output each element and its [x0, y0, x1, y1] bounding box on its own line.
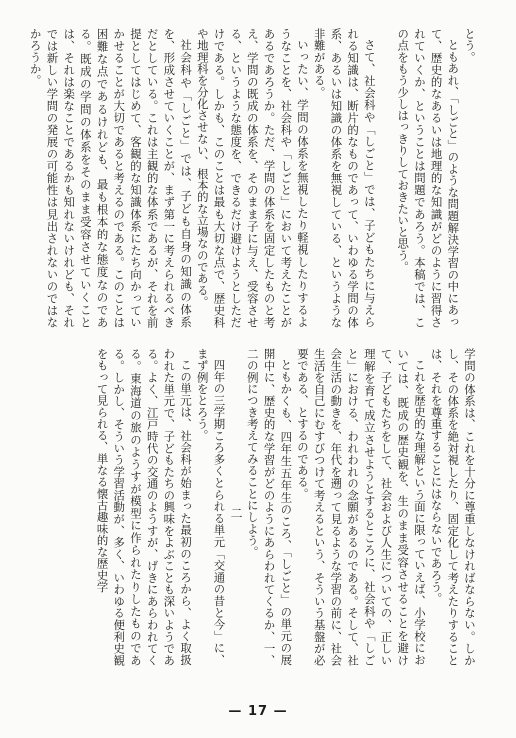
paragraph: この単元は、社会科が始まった最初のころから、よく取扱われた単元で、子どもたちの興味をよぶことも深いようである。よく、江戸時代の交通のようすが、げきにあらわれてくる。東海道の旅のようすが模型に作られたりしたものである。しかし、そういう学習活動が、多く、いわゆる便利史観をもって見られる、単なる懐古趣味的な歴史学	[95, 348, 194, 666]
paragraph: とう。	[463, 28, 477, 63]
paragraph: これを歴史的な理解という面に限っていえば、小学校においては、既成の歴史観を、生のまま受容させることを避けて、子どもたちをして、社会および人生についての、正しい理解を育て成立させようとするところに、社会科や「しごと」における、われわれの念願があるのである。そして、社会生活の動きを、年代を遡って見るような学習の前に、社会生活を自己にむすびつけて考えるという、そういう基盤が必要である、とするのである。	[295, 348, 427, 666]
paragraph: さて、社会科や「しごと」では、子どもたちに与えられる知識は、断片的なものであって、いわゆる学問の体系、あるいは知識の体系を無視している、というような非難がある。	[312, 28, 377, 328]
paragraph: いったい、学問の体系を無視したり軽視したりするようなことを、社会科や「しごと」において考えたことがあるであろうか。ただ、学問の体系を固定したものと考え、学問の既成の体系を、そのまま子に与え、受容させる、というような態度を、できるだけ避けようとしただけである。しかも、このことは最も大切な点で、歴史科や地理科を分化させない、根本的な立場なのである。	[195, 28, 310, 328]
paragraph: 社会科や「しごと」では、子ども自身の知識の体系を、形成させていくことが、まず第一に考えられるべきだとしている。これは主観的な体系であるが、それを前提としてはじめて、客観的な知識体系にたち向かっていかせることが大切であると考えるのである。このことは困難な点であるけれども、最も根本的な態度なのである。既成の学問の体系をそのまま受容させていくことは、それは楽なことであるかも知れないけれども、それでは新しい学問の発展の可能性は見出されないのではなかろうか。	[28, 28, 194, 328]
upper-text-block	[28, 28, 478, 328]
page-number: — 17 —	[228, 704, 288, 719]
paragraph: ともかくも、四年生五年生のころ、「しごと」の単元の展開中に、歴史的な学習がどのようにあらわれてくるか、一、二の例につき考えてみることにしよう。	[245, 348, 294, 666]
paragraph: ともあれ、「しごと」のような問題解決学習の中にあって、歴史的なあるいは地理的な知識がどのように習得されていくか、ということは問題であろう。本稿では、この点をもう少しはっきりしておきたいと思う。	[396, 28, 461, 328]
paragraph: 四年の三学期ころ多くとられる単元「交通の昔と今」に、まず例をとろう。	[195, 348, 227, 666]
section-number: 二	[229, 506, 244, 520]
lower-text-block	[32, 348, 478, 666]
paragraph: 学問の体系は、これを十分に尊重しなければならない。しかし、その体系を絶対視したり、固定化して考えたりすることは、それを尊重することにはならないであろう。	[429, 348, 477, 666]
